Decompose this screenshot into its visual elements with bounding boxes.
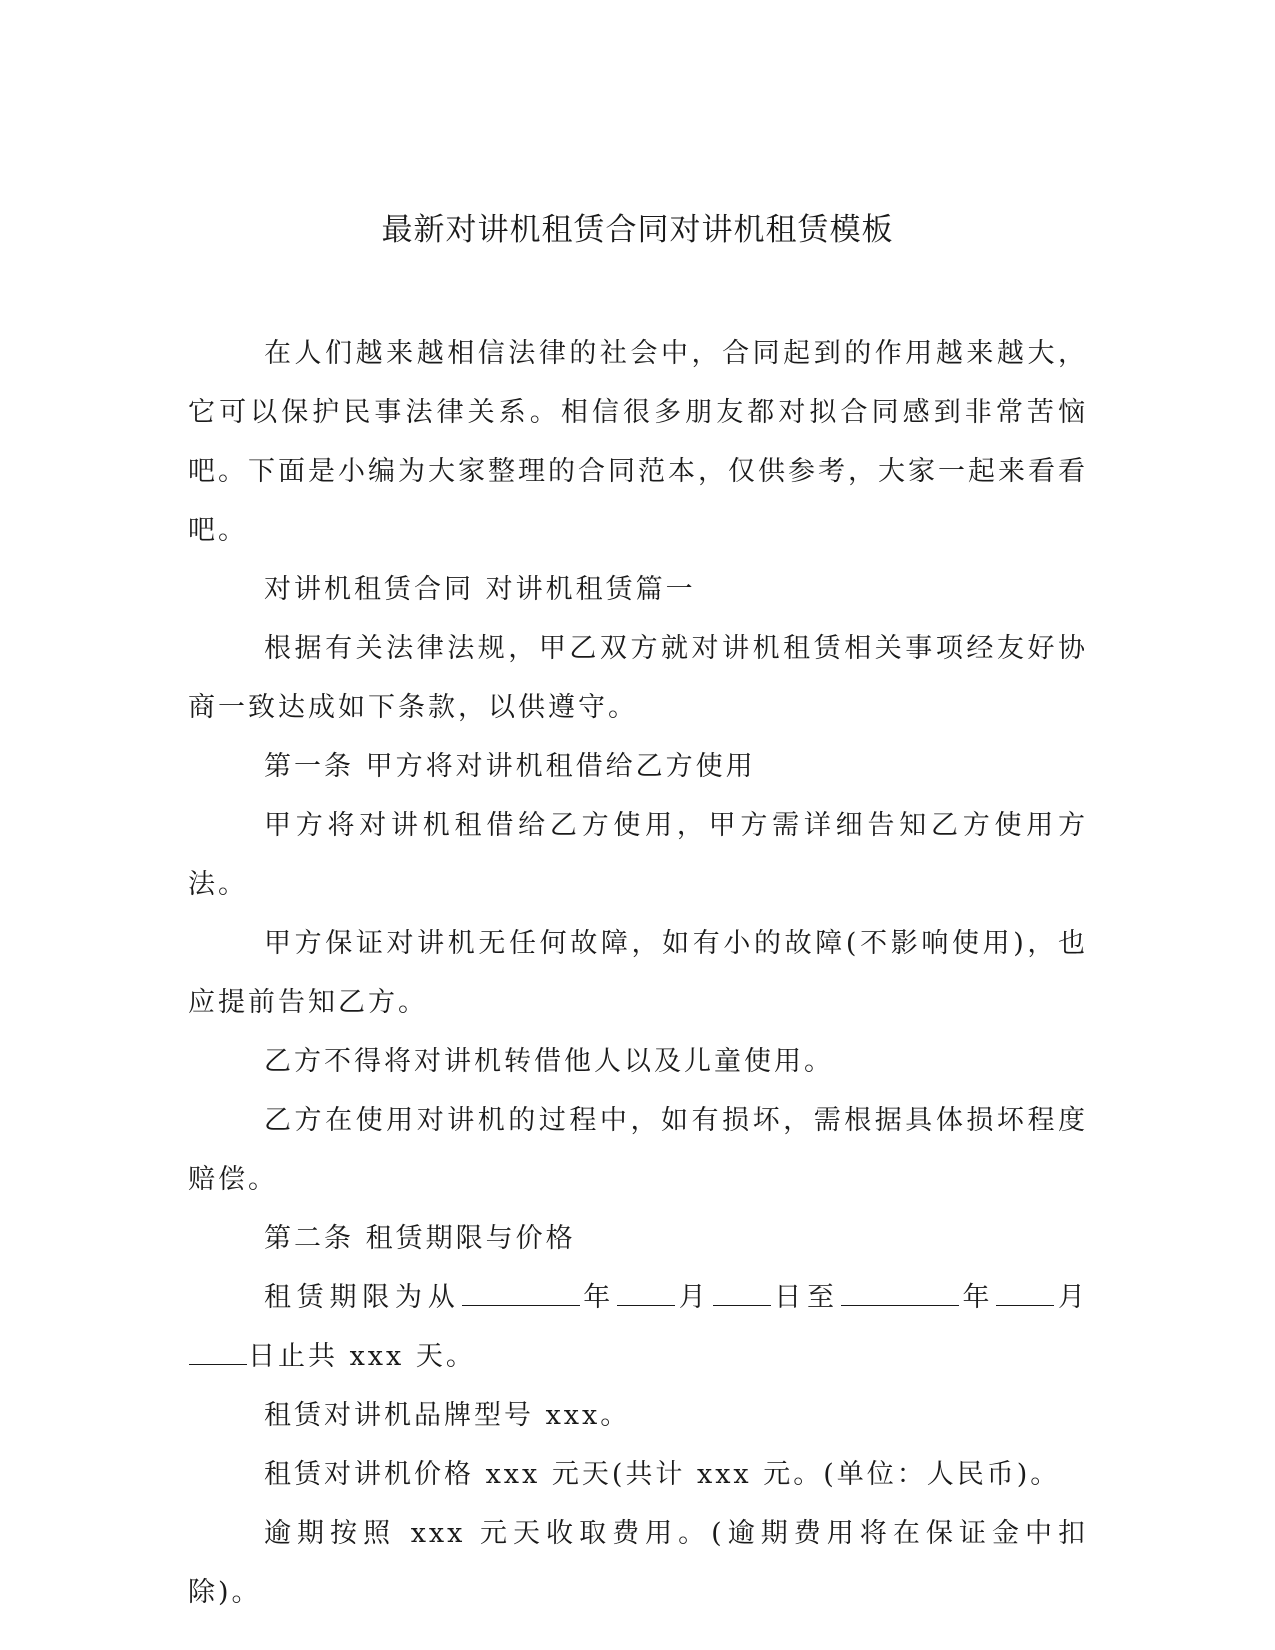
article-1-heading: 第一条 甲方将对讲机租借给乙方使用	[264, 751, 756, 782]
section-heading: 对讲机租赁合同 对讲机租赁篇一	[264, 574, 696, 605]
preamble-paragraph: 根据有关法律法规，甲乙双方就对讲机租赁相关事项经友好协商一致达成如下条款，以供遵守。	[188, 633, 1088, 723]
end-year-blank[interactable]	[841, 1275, 959, 1306]
end-month-blank[interactable]	[996, 1275, 1054, 1306]
document-title: 最新对讲机租赁合同对讲机租赁模板	[381, 212, 894, 248]
article-2-clause: 逾期按照 xxx 元天收取费用。(逾期费用将在保证金中扣除)。	[188, 1518, 1088, 1608]
start-month-blank[interactable]	[617, 1275, 675, 1306]
month-label: 月	[1055, 1282, 1088, 1313]
article-1-clause: 乙方在使用对讲机的过程中，如有损坏，需根据具体损坏程度赔偿。	[188, 1105, 1088, 1195]
lease-period-paragraph	[188, 1268, 1088, 1386]
article-1-clause: 乙方不得将对讲机转借他人以及儿童使用。	[264, 1046, 834, 1077]
end-day-blank[interactable]	[189, 1334, 247, 1365]
year-label: 年	[959, 1282, 996, 1313]
article-1-clause: 甲方保证对讲机无任何故障，如有小的故障(不影响使用)，也应提前告知乙方。	[188, 928, 1088, 1018]
article-1-clause: 甲方将对讲机租借给乙方使用，甲方需详细告知乙方使用方法。	[188, 810, 1088, 900]
intro-paragraph: 在人们越来越相信法律的社会中，合同起到的作用越来越大，它可以保护民事法律关系。相信很多朋友都对拟合同感到非常苦恼吧。下面是小编为大家整理的合同范本，仅供参考，大家一起来看看吧。	[188, 338, 1088, 546]
lease-period-prefix: 租赁期限为从	[264, 1282, 461, 1313]
article-2-clause: 租赁对讲机品牌型号 xxx。	[264, 1400, 631, 1431]
start-day-blank[interactable]	[713, 1275, 771, 1306]
document-body	[188, 324, 1088, 1622]
year-label: 年	[580, 1282, 616, 1313]
lease-period-suffix: 日止共 xxx 天。	[248, 1341, 476, 1372]
article-2-clause: 租赁对讲机价格 xxx 元天(共计 xxx 元。(单位：人民币)。	[264, 1459, 1061, 1490]
start-year-blank[interactable]	[462, 1275, 580, 1306]
article-2-heading: 第二条 租赁期限与价格	[264, 1223, 576, 1254]
day-to-label: 日至	[771, 1282, 840, 1313]
month-label: 月	[676, 1282, 712, 1313]
